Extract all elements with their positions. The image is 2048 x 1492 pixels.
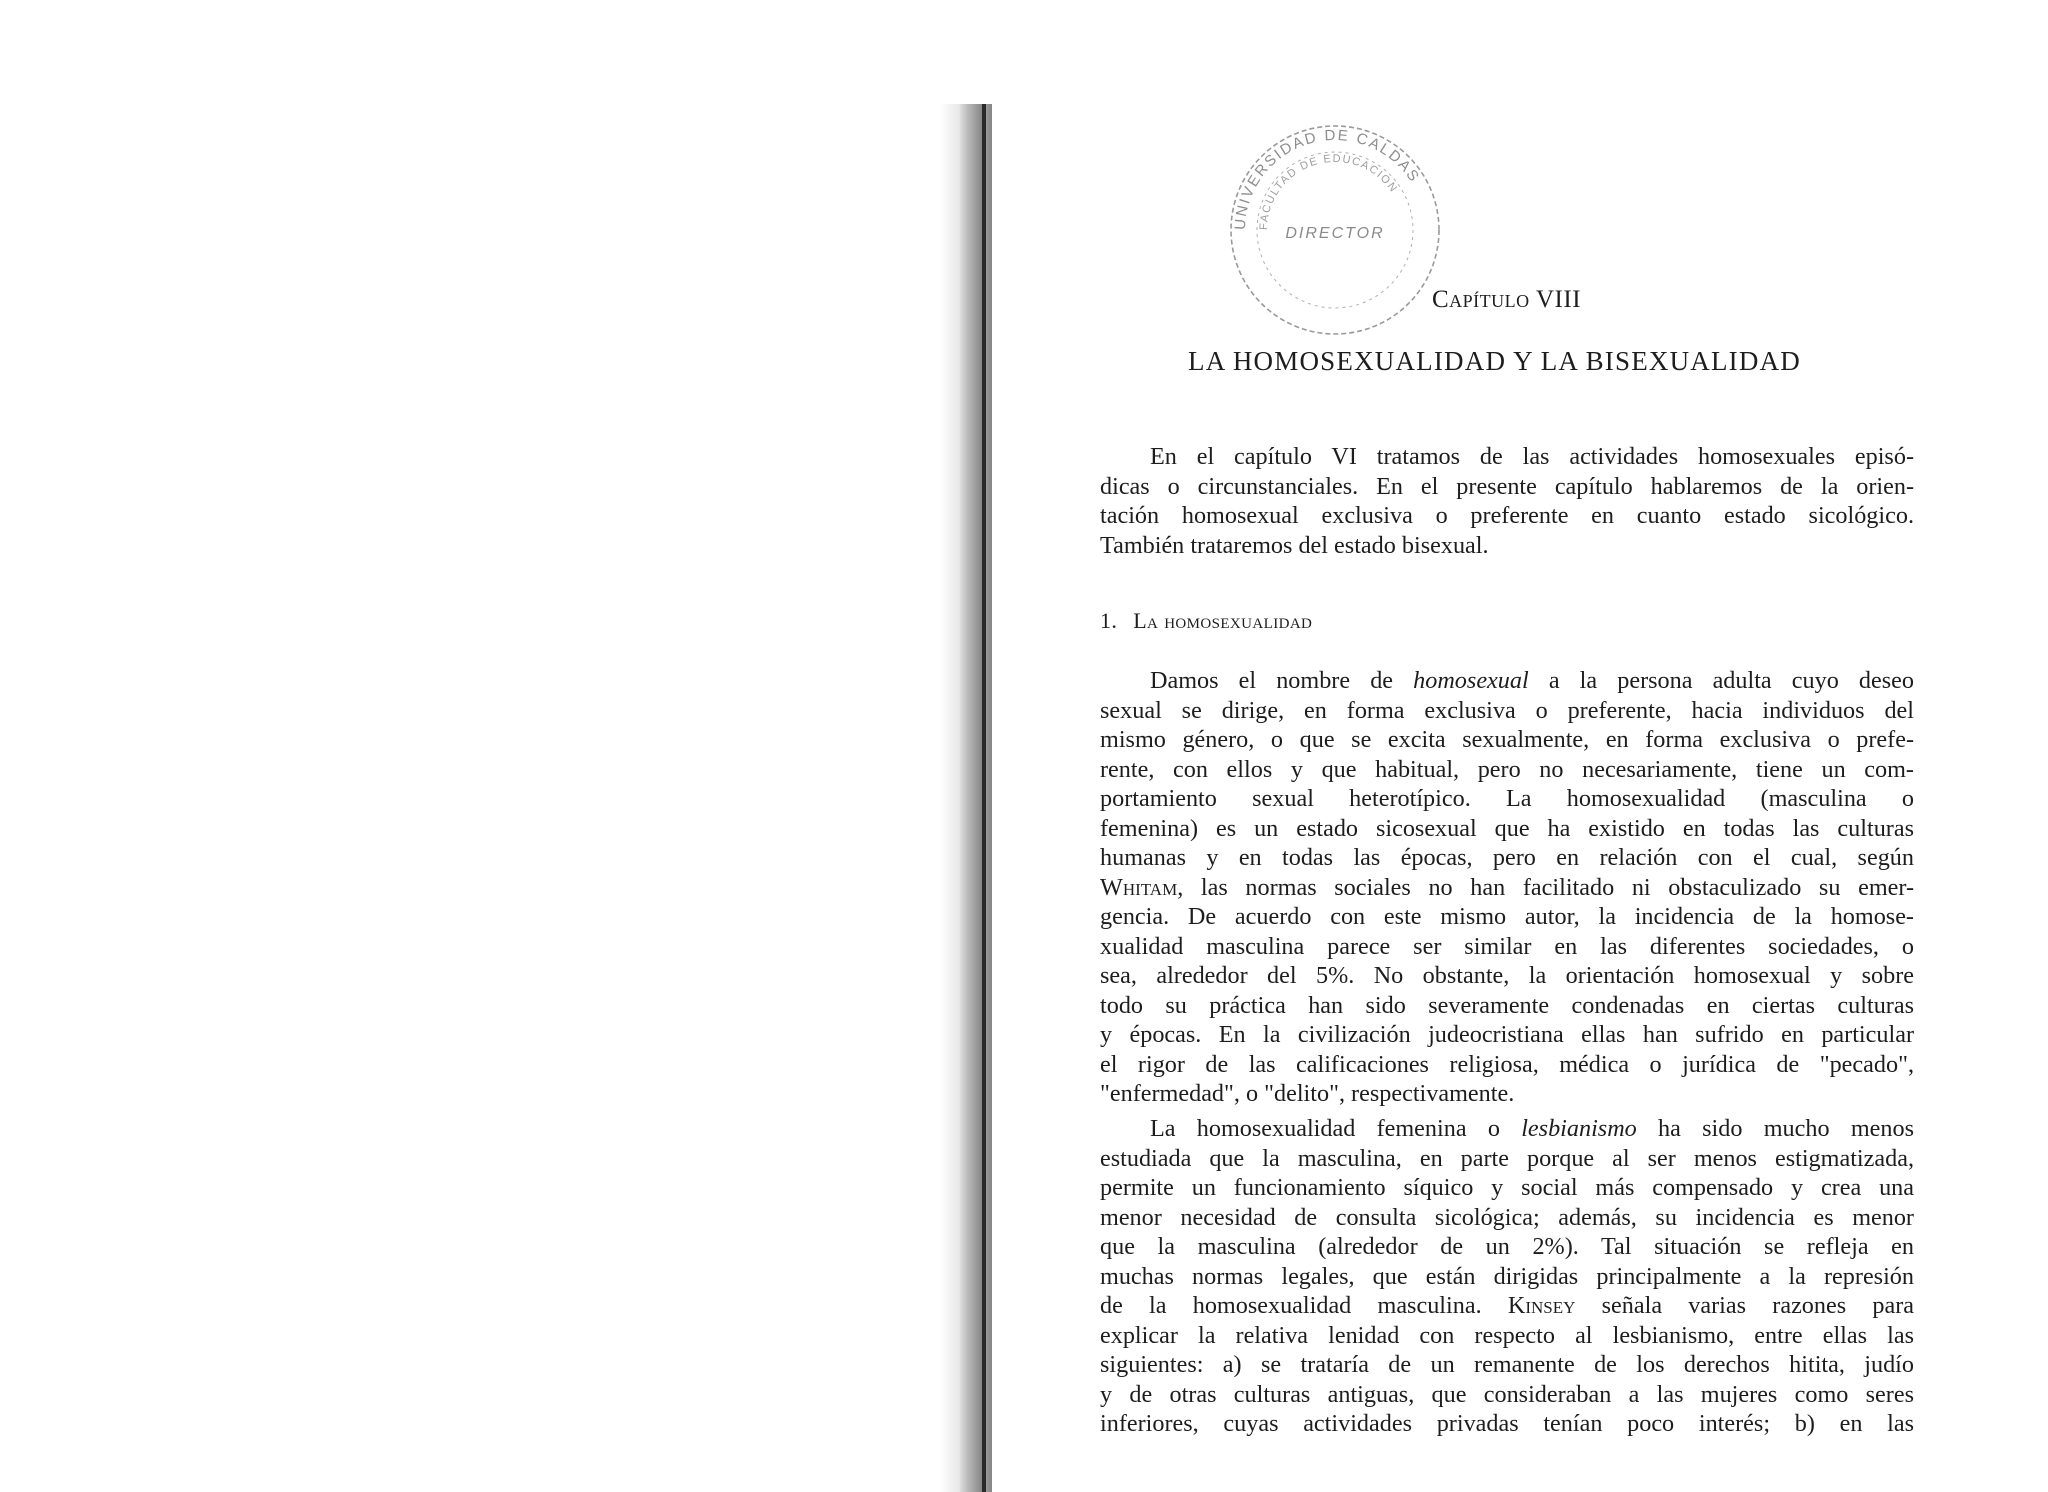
body-paragraph-1 [1100, 666, 1914, 1109]
text-line: mismo género, o que se excita sexualmente, en forma exclusiva o prefe- [1100, 726, 1914, 753]
text-line: sexual se dirige, en forma exclusiva o preferente, hacia individuos del [1100, 696, 1914, 724]
italic-term: lesbianismo [1521, 1115, 1637, 1142]
text-line: femenina) es un estado sicosexual que ha existido en todas las culturas [1100, 814, 1914, 842]
text-line: muchas normas legales, que están dirigidas principalmente a la represión [1100, 1262, 1914, 1290]
text-line: siguientes: a) se trataría de un remanente de los derechos hitita, judío [1100, 1351, 1914, 1378]
italic-term: homosexual [1413, 667, 1529, 694]
text-line: y de otras culturas antiguas, que consideraban a las mujeres como seres [1100, 1380, 1914, 1408]
text-line: sea, alrededor del 5%. No obstante, la orientación homosexual y sobre [1100, 962, 1914, 989]
stamp-center-text: DIRECTOR [1285, 225, 1385, 242]
book-gutter-shade [960, 104, 982, 1492]
text-line: humanas y en todas las épocas, pero en relación con el cual, según [1100, 844, 1914, 871]
stamp-outer-text: UNIVERSIDAD DE CALDAS [1231, 126, 1424, 231]
body-paragraph-2 [1100, 1114, 1914, 1439]
text-line: En el capítulo VI tratamos de las actividades homosexuales episó- [1150, 443, 1914, 470]
book-binding-edge [982, 104, 986, 1492]
section-title: La homosexualidad [1133, 608, 1313, 633]
author-name: Kinsey [1507, 1292, 1576, 1319]
text-line: de la homosexualidad masculina. Kinsey señala varias razones para [1100, 1292, 1914, 1319]
text-line: dicas o circunstanciales. En el presente capítulo hablaremos de la orien- [1100, 472, 1914, 500]
text-line: menor necesidad de consulta sicológica; además, su incidencia es menor [1100, 1203, 1914, 1231]
chapter-label: Capítulo [1432, 286, 1530, 313]
text-line: tación homosexual exclusiva o preferente en cuanto estado sicológico. [1100, 502, 1914, 529]
text-line: estudiada que la masculina, en parte porque al ser menos estigmatizada, [1100, 1144, 1914, 1172]
stamp-seal-graphic [1215, 110, 1455, 350]
text-line: y épocas. En la civilización judeocristiana ellas han sufrido en particular [1100, 1021, 1914, 1048]
text-line: La homosexualidad femenina o lesbianismo ha sido mucho menos [1150, 1115, 1914, 1142]
text-line: inferiores, cuyas actividades privadas tenían poco interés; b) en las [1100, 1410, 1914, 1437]
institution-stamp [1215, 110, 1455, 350]
intro-paragraph [1100, 442, 1914, 560]
text-line: gencia. De acuerdo con este mismo autor, la incidencia de la homose- [1100, 903, 1914, 930]
text-line: todo su práctica han sido severamente condenadas en ciertas culturas [1100, 991, 1914, 1019]
stamp-inner-text: FACULTAD DE EDUCACION [1257, 152, 1400, 231]
section-heading [1100, 608, 1312, 634]
chapter-roman-numeral: VIII [1535, 286, 1582, 313]
text-line: explicar la relativa lenidad con respecto al lesbianismo, entre ellas las [1100, 1321, 1914, 1349]
text-line: "enfermedad", o "delito", respectivamente. [1100, 1080, 1515, 1107]
author-name: Whitam [1100, 873, 1178, 901]
text-line: portamiento sexual heterotípico. La homosexualidad (masculina o [1100, 785, 1914, 812]
text-line: También trataremos del estado bisexual. [1100, 531, 1489, 559]
text-line: que la masculina (alrededor de un 2%). Tal situación se refleja en [1100, 1233, 1914, 1260]
chapter-number [1432, 286, 1581, 314]
text-line: Damos el nombre de homosexual a la persona adulta cuyo deseo [1150, 667, 1914, 694]
text-line: el rigor de las calificaciones religiosa, médica o jurídica de "pecado", [1100, 1050, 1914, 1078]
text-line: permite un funcionamiento síquico y social más compensado y crea una [1100, 1174, 1914, 1201]
section-number: 1. [1100, 608, 1118, 633]
text-line: xualidad masculina parece ser similar en las diferentes sociedades, o [1100, 932, 1914, 960]
text-line: Whitam, las normas sociales no han facilitado ni obstaculizado su emer- [1100, 873, 1914, 901]
chapter-title: LA HOMOSEXUALIDAD Y LA BISEXUALIDAD [1188, 346, 1801, 376]
text-line: rente, con ellos y que habitual, pero no necesariamente, tiene un com- [1100, 755, 1914, 783]
